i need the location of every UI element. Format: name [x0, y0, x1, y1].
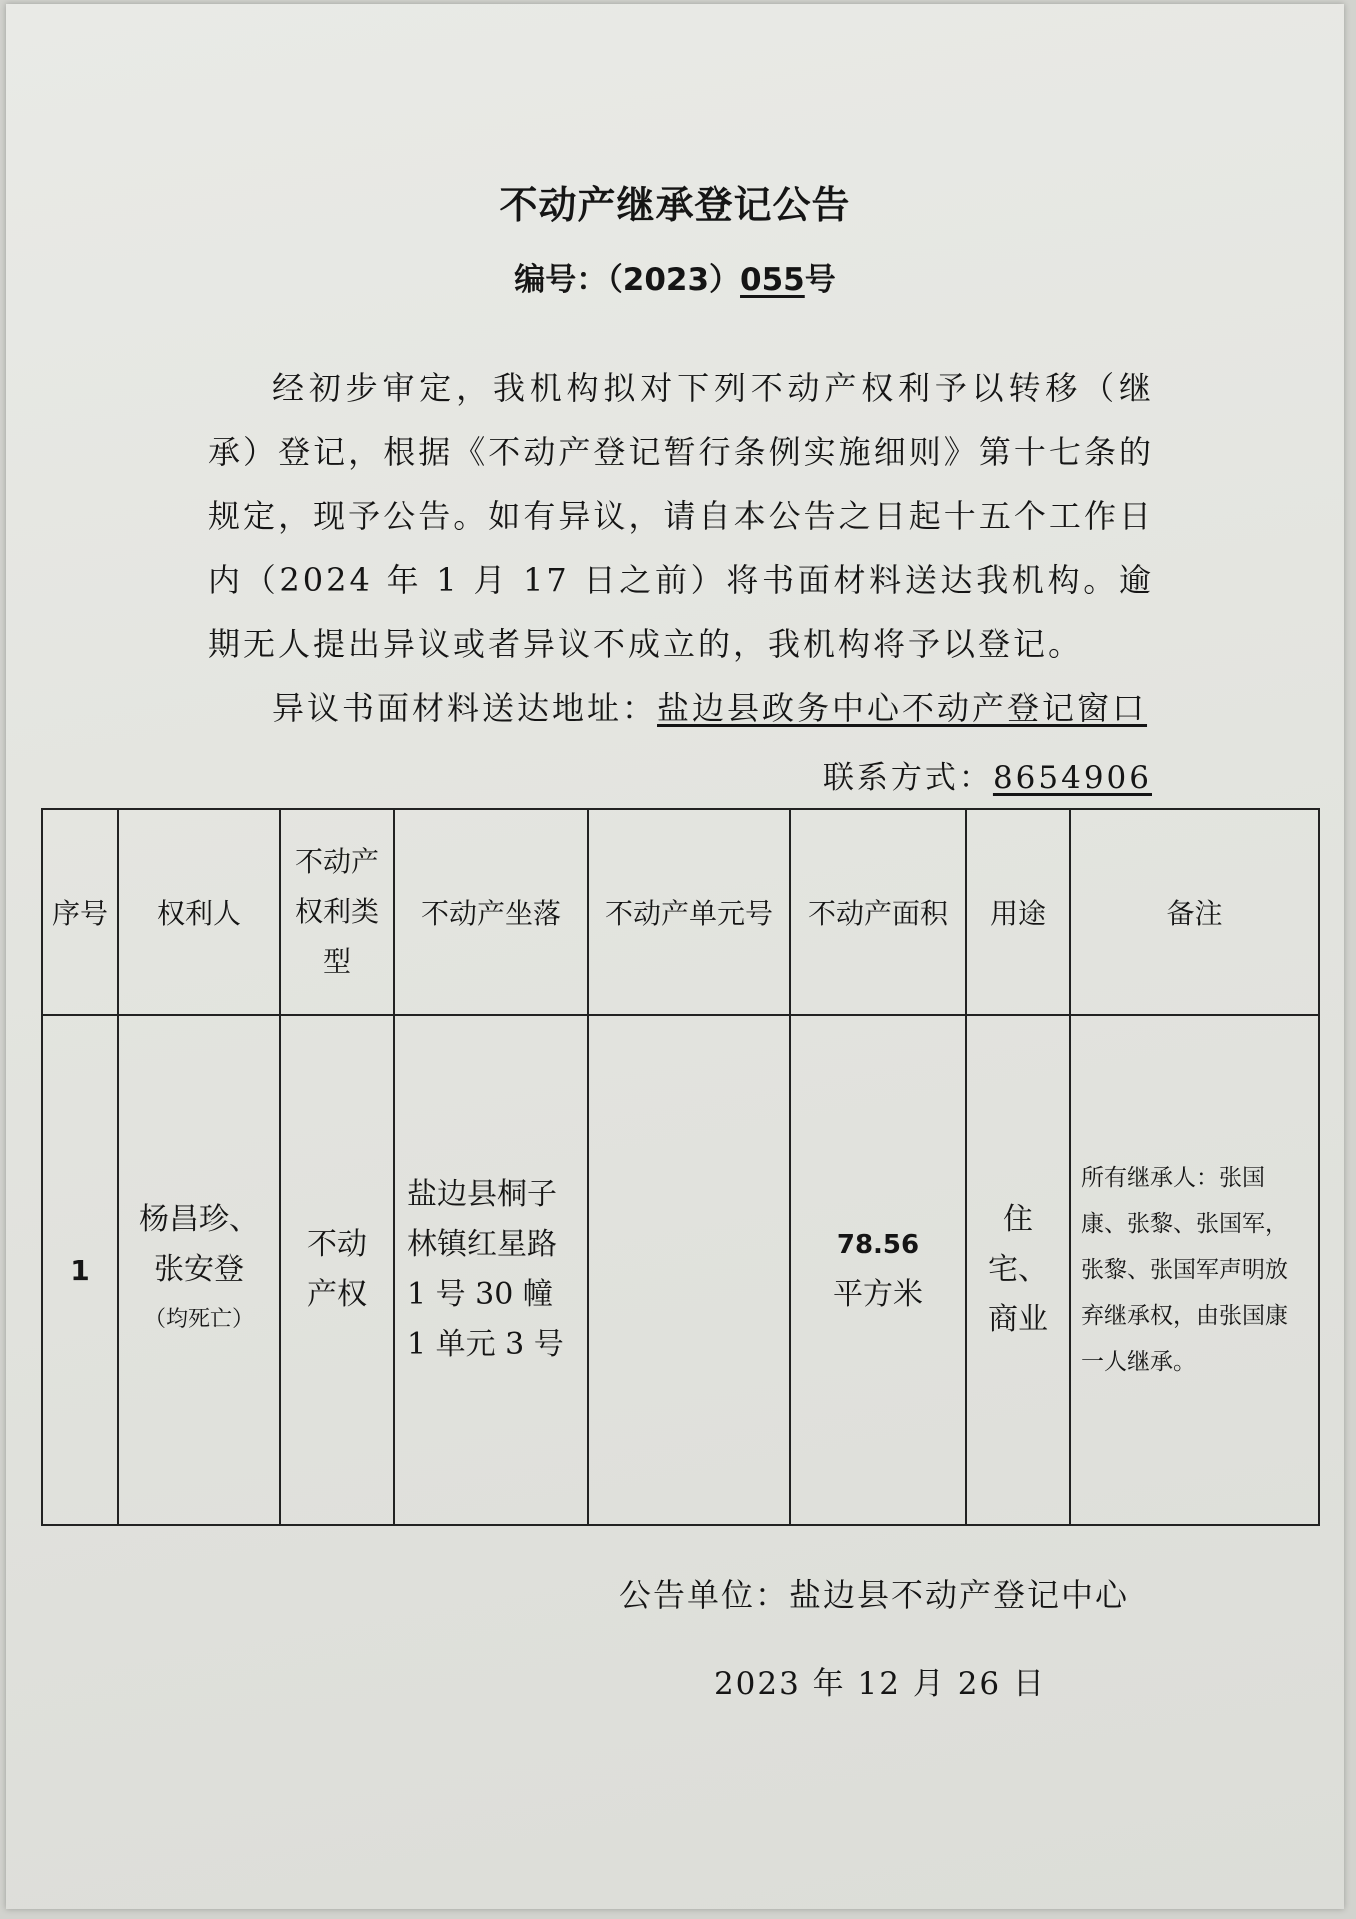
header-right-type: 不动产权利类型	[280, 809, 394, 1015]
address-label: 异议书面材料送达地址：	[272, 689, 658, 727]
table-row	[42, 1015, 1319, 1525]
cell-remark: 所有继承人：张国康、张黎、张国军，张黎、张国军声明放弃继承权，由张国康一人继承。	[1070, 1015, 1319, 1525]
notice-page	[6, 4, 1344, 1909]
cell-usage: 住宅、商业	[966, 1015, 1070, 1525]
issue-date: 2023 年 12 月 26 日	[713, 1666, 1046, 1702]
holder-note: （均死亡）	[143, 1307, 254, 1332]
header-usage: 用途	[966, 809, 1070, 1015]
docno-suffix: 号	[804, 262, 836, 298]
notice-paragraph-1: 经初步审定，我机构拟对下列不动产权利予以转移（继承）登记，根据《不动产登记暂行条例实施细则》第十七条的规定，现予公告。如有异议，请自本公告之日起十五个工作日内（2024 年 1 月 17 日之前）将书面材料送达我机构。逾期无人提出异议或者异议不成立的，我机构将予以登记。	[208, 369, 1154, 663]
page-title: 不动产继承登记公告	[499, 183, 851, 227]
table-header-row	[42, 809, 1319, 1015]
header-location: 不动产坐落	[394, 809, 588, 1015]
property-table	[41, 808, 1320, 1526]
cell-area	[790, 1015, 966, 1525]
contact-line	[823, 752, 1152, 797]
issuer-line: 公告单位：盐边县不动产登记中心	[618, 1576, 1129, 1614]
docno-prefix: 编号：（2023）	[514, 262, 741, 298]
notice-paragraph-2	[208, 676, 1154, 740]
contact-phone: 8654906	[992, 760, 1152, 796]
document-number	[6, 254, 1344, 299]
cell-unit-no	[588, 1015, 790, 1525]
header-index: 序号	[42, 809, 118, 1015]
cell-right-type: 不动产权	[280, 1015, 394, 1525]
header-area: 不动产面积	[790, 809, 966, 1015]
area-unit: 平方米	[833, 1277, 923, 1312]
cell-location: 盐边县桐子林镇红星路 1 号 30 幢 1 单元 3 号	[394, 1015, 588, 1525]
contact-label: 联系方式：	[822, 760, 993, 796]
cell-holder	[118, 1015, 280, 1525]
address-value: 盐边县政务中心不动产登记窗口	[657, 689, 1148, 727]
holder-names: 杨昌珍、张安登	[139, 1202, 259, 1287]
docno-number: 055	[740, 262, 805, 298]
cell-index: 1	[42, 1015, 118, 1525]
header-remark: 备注	[1070, 809, 1319, 1015]
header-holder: 权利人	[118, 809, 280, 1015]
notice-body	[208, 356, 1154, 740]
area-value: 78.56	[836, 1230, 920, 1260]
header-unit-no: 不动产单元号	[588, 809, 790, 1015]
